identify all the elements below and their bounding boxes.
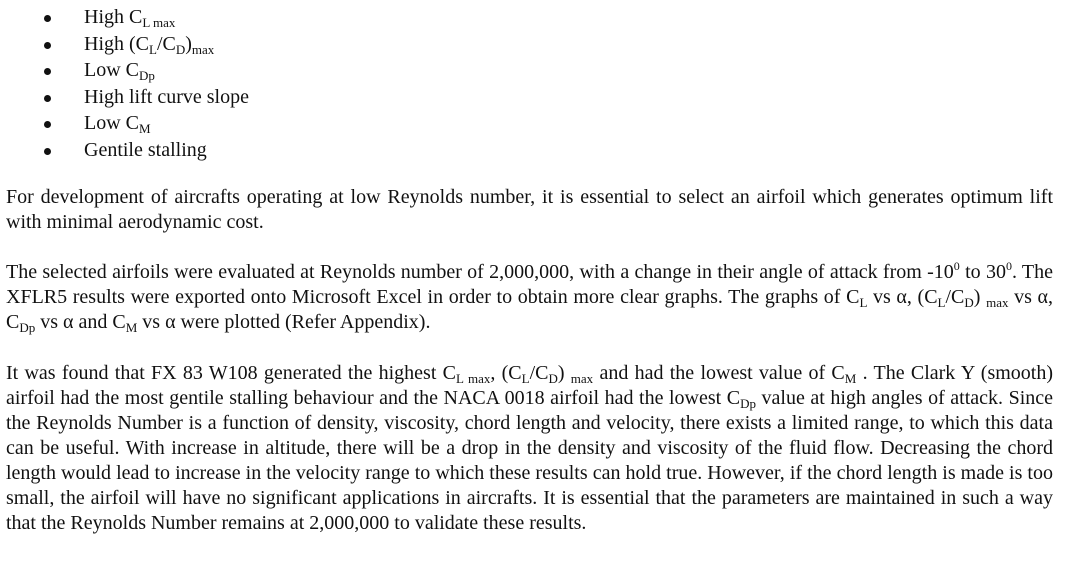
- bullet-icon: [44, 15, 51, 22]
- paragraph-low-reynolds: For development of aircrafts operating at low Reynolds number, it is essential to select an airfoil which generates optimum lift with minimal aerodynamic cost.: [6, 186, 1053, 233]
- bullet-icon: [44, 42, 51, 49]
- bullet-icon: [44, 68, 51, 75]
- bullet-icon: [44, 121, 51, 128]
- paragraph-evaluation: The selected airfoils were evaluated at Reynolds number of 2,000,000, with a change in their angle of attack from $-10^0$ to $30^0$. The XFLR5 results were exported onto Microsoft Excel in order to obtain more clear graphs. The graphs of $C_L$ vs α, $(C_L/C_D)$ $_{max}$ vs α, $C_{Dp}$ vs α and $C_M$ vs α were plotted (Refer Appendix).: [6, 259, 1054, 335]
- paragraph-findings: It was found that FX 83 W108 generated the highest $C_{L max}$, $(C_L/C_D)$ $_{max}$ and had the lowest value of $C_M$ . The Clark Y (smooth) airfoil had the most gentile stalling behaviour and the NACA 0018 airfoil had the lowest $C_{Dp}$ value at high angles of attack. Since the Reynolds Number is a function of density, viscosity, chord length and velocity, there exists a limited range, to which this data can be useful. With increase in altitude, there will be a drop in the density and viscosity of the fluid flow. Decreasing the chord length would lead to increase in the velocity range to which these results can hold true. However, if the chord length is made is too small, the airfoil will have no significant applications in aircrafts. It is essential that the parameters are maintained in such a way that the Reynolds Number remains at 2,000,000 to validate these results.: [6, 362, 1054, 534]
- bullet-icon: [44, 95, 51, 102]
- bullet-icon: [44, 148, 51, 155]
